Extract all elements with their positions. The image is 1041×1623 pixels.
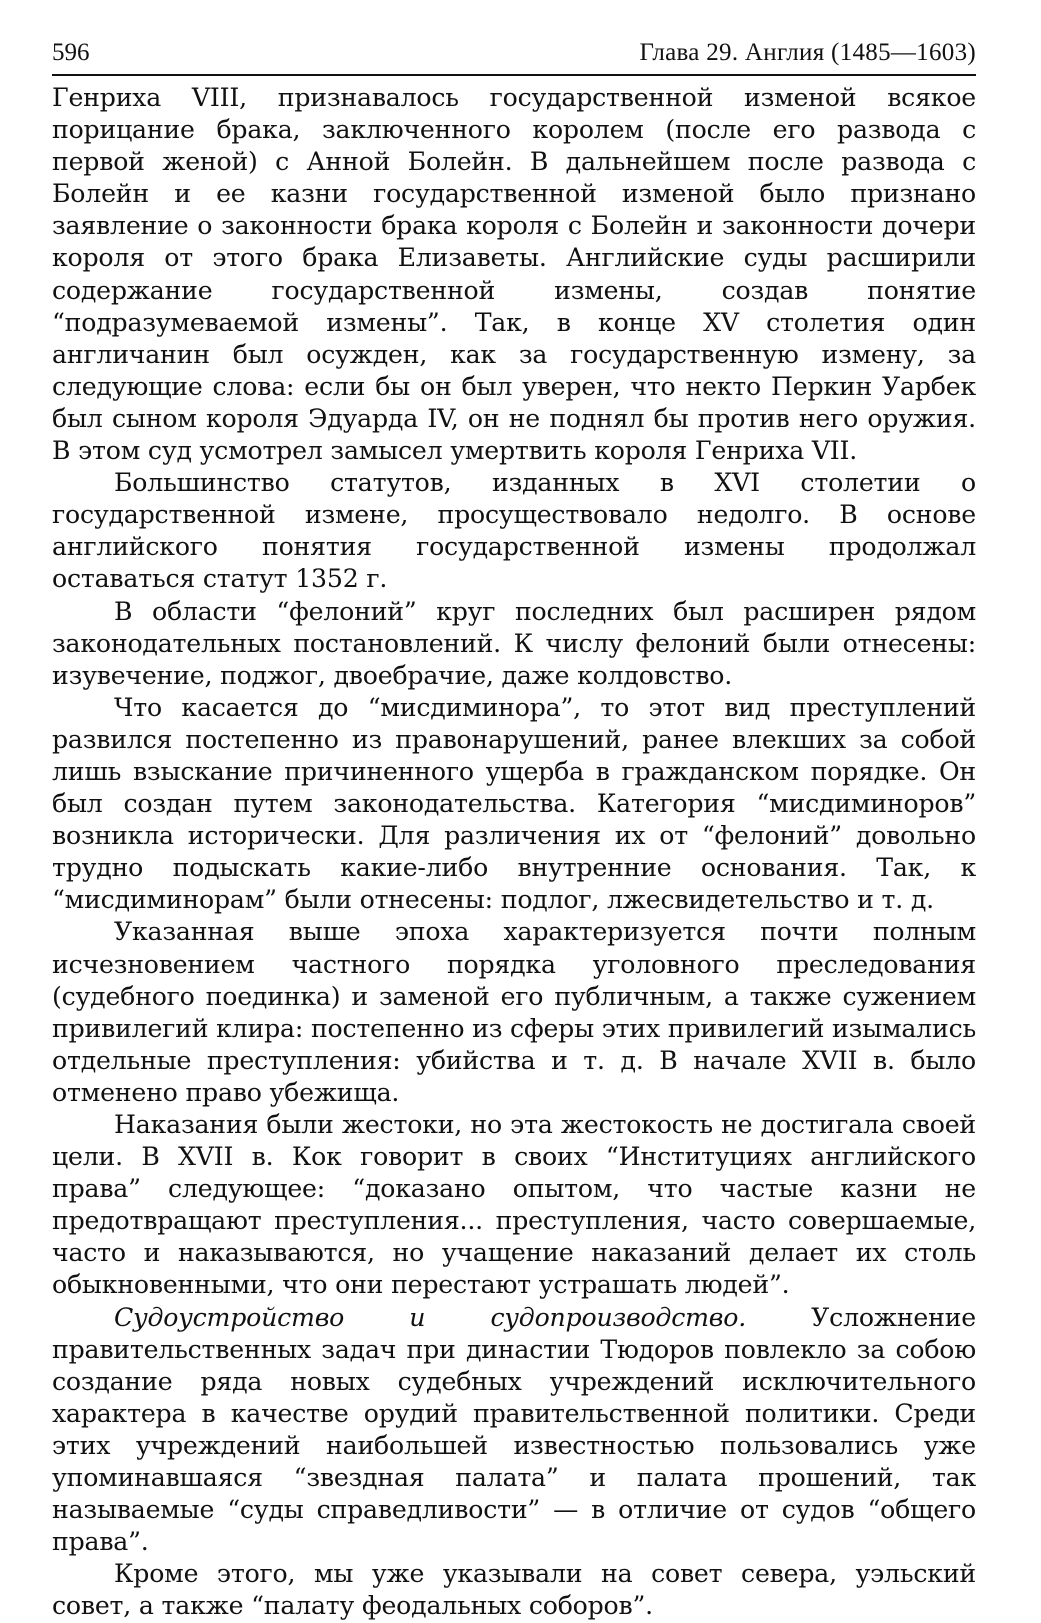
paragraph-text: Генриха VIII, признавалось государственной изменой всякое порицание брака, заключенного королем (после его развода с первой женой) с Анной Болейн. В дальнейшем после развода с Болейн и ее казни государственной изменой было признано заявление о законности брака короля с Болейн и законности дочери короля от этого брака Елизаветы. Английские суды расширили содержание государственной измены, создав понятие “подразумеваемой измены”. Так, в конце XV столетия один англичанин был осужден, как за государственную измену, за следующие слова: если бы он был уверен, что некто Перкин Уарбек был сыном короля Эдуарда IV, он не поднял бы против него оружия. В этом суд усмотрел замысел умертвить короля Генриха VII. [52, 83, 976, 466]
section-heading-inline: Судоустройство и судопроизводство. [114, 1302, 747, 1332]
paragraph [52, 1302, 976, 1559]
paragraph [52, 1109, 976, 1302]
running-header [52, 38, 976, 76]
paragraph-text: Большинство статутов, изданных в XVI столетии о государственной измене, просуществовало недолго. В основе английского понятия государственной измены продолжал оставаться статут 1352 г. [52, 468, 976, 594]
paragraph [52, 916, 976, 1109]
book-page [52, 38, 976, 1623]
paragraph [52, 467, 976, 595]
paragraph-text: Усложнение правительственных задач при династии Тюдоров повлекло за собою создание ряда новых судебных учреждений исключительного характера в качестве орудий правительственной политики. Среди этих учреждений наибольшей известностью пользовались уже упоминавшаяся “звездная палата” и палата прошений, так называемые “суды справедливости” — в отличие от судов “общего права”. [52, 1302, 976, 1557]
paragraph [52, 1558, 976, 1622]
page-number: 596 [52, 39, 90, 66]
paragraph-text: Наказания были жестоки, но эта жестокость не достигала своей цели. В XVII в. Кок говорит в своих “Институциях английского права” следующее: “доказано опытом, что частые казни не предотвращают преступления... преступления, часто совершаемые, часто и наказываются, но учащение наказаний делает их столь обыкновенными, что они перестают устрашать людей”. [52, 1110, 976, 1300]
paragraph [52, 596, 976, 692]
paragraph-text: Указанная выше эпоха характеризуется почти полным исчезновением частного порядка уголовного преследования (судебного поединка) и заменой его публичным, а также сужением привилегий клира: постепенно из сферы этих привилегий изымались отдельные преступления: убийства и т. д. В начале XVII в. было отменено право убежища. [52, 917, 976, 1107]
paragraph [52, 692, 976, 917]
paragraph [52, 82, 976, 467]
paragraph-text: Что касается до “мисдиминора”, то этот вид преступлений развился постепенно из правонарушений, ранее влекших за собой лишь взыскание причиненного ущерба в гражданском порядке. Он был создан путем законодательства. Категория “мисдиминоров” возникла исторически. Для различения их от “фелоний” довольно трудно подыскать какие-либо внутренние основания. Так, к “мисдиминорам” были отнесены: подлог, лжесвидетельство и т. д. [52, 692, 976, 915]
chapter-title: Глава 29. Англия (1485—1603) [639, 39, 976, 66]
paragraph-text: В области “фелоний” круг последних был расширен рядом законодательных постановлений. К числу фелоний были отнесены: изувечение, поджог, двоебрачие, даже колдовство. [52, 596, 976, 690]
body-text [52, 82, 976, 1623]
paragraph-text: Кроме этого, мы уже указывали на совет севера, уэльский совет, а также “палату феодальных соборов”. [52, 1559, 976, 1621]
